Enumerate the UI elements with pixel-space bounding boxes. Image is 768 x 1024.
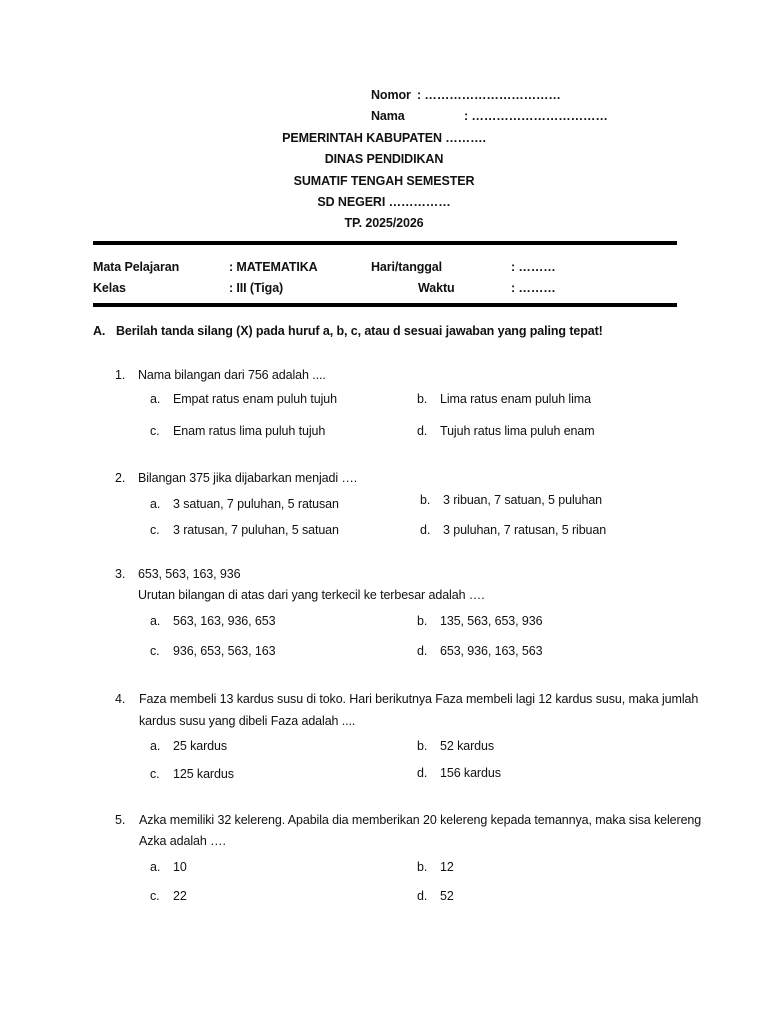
date-label: Hari/tanggal bbox=[371, 260, 443, 274]
option-letter: c. bbox=[150, 889, 160, 903]
question-text: Azka memiliki 32 kelereng. Apabila dia memberikan 20 kelereng kepada temannya, maka sisa kelereng bbox=[139, 813, 702, 827]
option-text: 3 ribuan, 7 satuan, 5 puluhan bbox=[443, 493, 603, 507]
class-label: Kelas bbox=[93, 281, 126, 295]
section-instruction: Berilah tanda silang (X) pada huruf a, b, c, atau d sesuai jawaban yang paling tepat! bbox=[116, 324, 603, 338]
option-text: 563, 163, 936, 653 bbox=[173, 614, 276, 628]
question-number: 5. bbox=[115, 813, 126, 827]
option-text: 25 kardus bbox=[173, 739, 227, 753]
question-text: kardus susu yang dibeli Faza adalah .... bbox=[139, 714, 356, 728]
option-text: 125 kardus bbox=[173, 767, 234, 781]
option-letter: b. bbox=[417, 860, 428, 874]
option-letter: b. bbox=[417, 739, 428, 753]
option-text: 52 bbox=[440, 889, 454, 903]
option-letter: d. bbox=[420, 523, 431, 537]
option-text: Enam ratus lima puluh tujuh bbox=[173, 424, 326, 438]
header-government: PEMERINTAH KABUPATEN ………. bbox=[282, 131, 486, 145]
option-letter: c. bbox=[150, 424, 160, 438]
option-letter: a. bbox=[150, 392, 161, 406]
option-text: Lima ratus enam puluh lima bbox=[440, 392, 591, 406]
option-text: 653, 936, 163, 563 bbox=[440, 644, 543, 658]
option-letter: c. bbox=[150, 767, 160, 781]
question-text: 653, 563, 163, 936 bbox=[138, 567, 241, 581]
option-text: 22 bbox=[173, 889, 187, 903]
option-letter: c. bbox=[150, 523, 160, 537]
header-school-year: TP. 2025/2026 bbox=[344, 216, 424, 230]
option-text: Tujuh ratus lima puluh enam bbox=[440, 424, 595, 438]
subject-value: : MATEMATIKA bbox=[229, 260, 318, 274]
section-label: A. bbox=[93, 324, 106, 338]
option-letter: c. bbox=[150, 644, 160, 658]
option-letter: b. bbox=[417, 614, 428, 628]
option-text: Empat ratus enam puluh tujuh bbox=[173, 392, 337, 406]
option-text: 10 bbox=[173, 860, 187, 874]
option-text: 936, 653, 563, 163 bbox=[173, 644, 276, 658]
question-number: 4. bbox=[115, 692, 126, 706]
option-text: 135, 563, 653, 936 bbox=[440, 614, 543, 628]
question-text: Azka adalah …. bbox=[139, 834, 226, 848]
question-text: Nama bilangan dari 756 adalah .... bbox=[138, 368, 326, 382]
time-label: Waktu bbox=[418, 281, 455, 295]
option-letter: d. bbox=[417, 644, 428, 658]
option-text: 52 kardus bbox=[440, 739, 494, 753]
nomor-label: Nomor bbox=[371, 88, 411, 102]
option-letter: d. bbox=[417, 766, 428, 780]
option-letter: d. bbox=[417, 424, 428, 438]
subject-label: Mata Pelajaran bbox=[93, 260, 180, 274]
option-text: 3 satuan, 7 puluhan, 5 ratusan bbox=[173, 497, 339, 511]
header-school: SD NEGERI …………… bbox=[317, 195, 451, 209]
option-letter: b. bbox=[420, 493, 431, 507]
header-exam-title: SUMATIF TENGAH SEMESTER bbox=[293, 174, 475, 188]
bottom-divider bbox=[93, 303, 677, 307]
question-text: Urutan bilangan di atas dari yang terkecil ke terbesar adalah …. bbox=[138, 588, 485, 602]
option-letter: b. bbox=[417, 392, 428, 406]
option-text: 12 bbox=[440, 860, 454, 874]
top-divider bbox=[93, 241, 677, 245]
question-number: 1. bbox=[115, 368, 126, 382]
question-text: Bilangan 375 jika dijabarkan menjadi …. bbox=[138, 471, 358, 485]
nama-value: : …………………………… bbox=[464, 109, 608, 123]
option-letter: d. bbox=[417, 889, 428, 903]
date-value: : ……… bbox=[511, 260, 556, 274]
option-letter: a. bbox=[150, 860, 161, 874]
class-value: : III (Tiga) bbox=[229, 281, 284, 295]
question-number: 2. bbox=[115, 471, 126, 485]
option-text: 3 puluhan, 7 ratusan, 5 ribuan bbox=[443, 523, 607, 537]
time-value: : ……… bbox=[511, 281, 556, 295]
header-department: DINAS PENDIDIKAN bbox=[324, 152, 444, 166]
option-letter: a. bbox=[150, 497, 161, 511]
question-text: Faza membeli 13 kardus susu di toko. Hari berikutnya Faza membeli lagi 12 kardus susu, maka jumlah bbox=[139, 692, 699, 706]
nomor-value: : …………………………… bbox=[417, 88, 561, 102]
question-number: 3. bbox=[115, 567, 126, 581]
option-text: 3 ratusan, 7 puluhan, 5 satuan bbox=[173, 523, 339, 537]
option-letter: a. bbox=[150, 739, 161, 753]
option-text: 156 kardus bbox=[440, 766, 501, 780]
option-letter: a. bbox=[150, 614, 161, 628]
nama-label: Nama bbox=[371, 109, 405, 123]
